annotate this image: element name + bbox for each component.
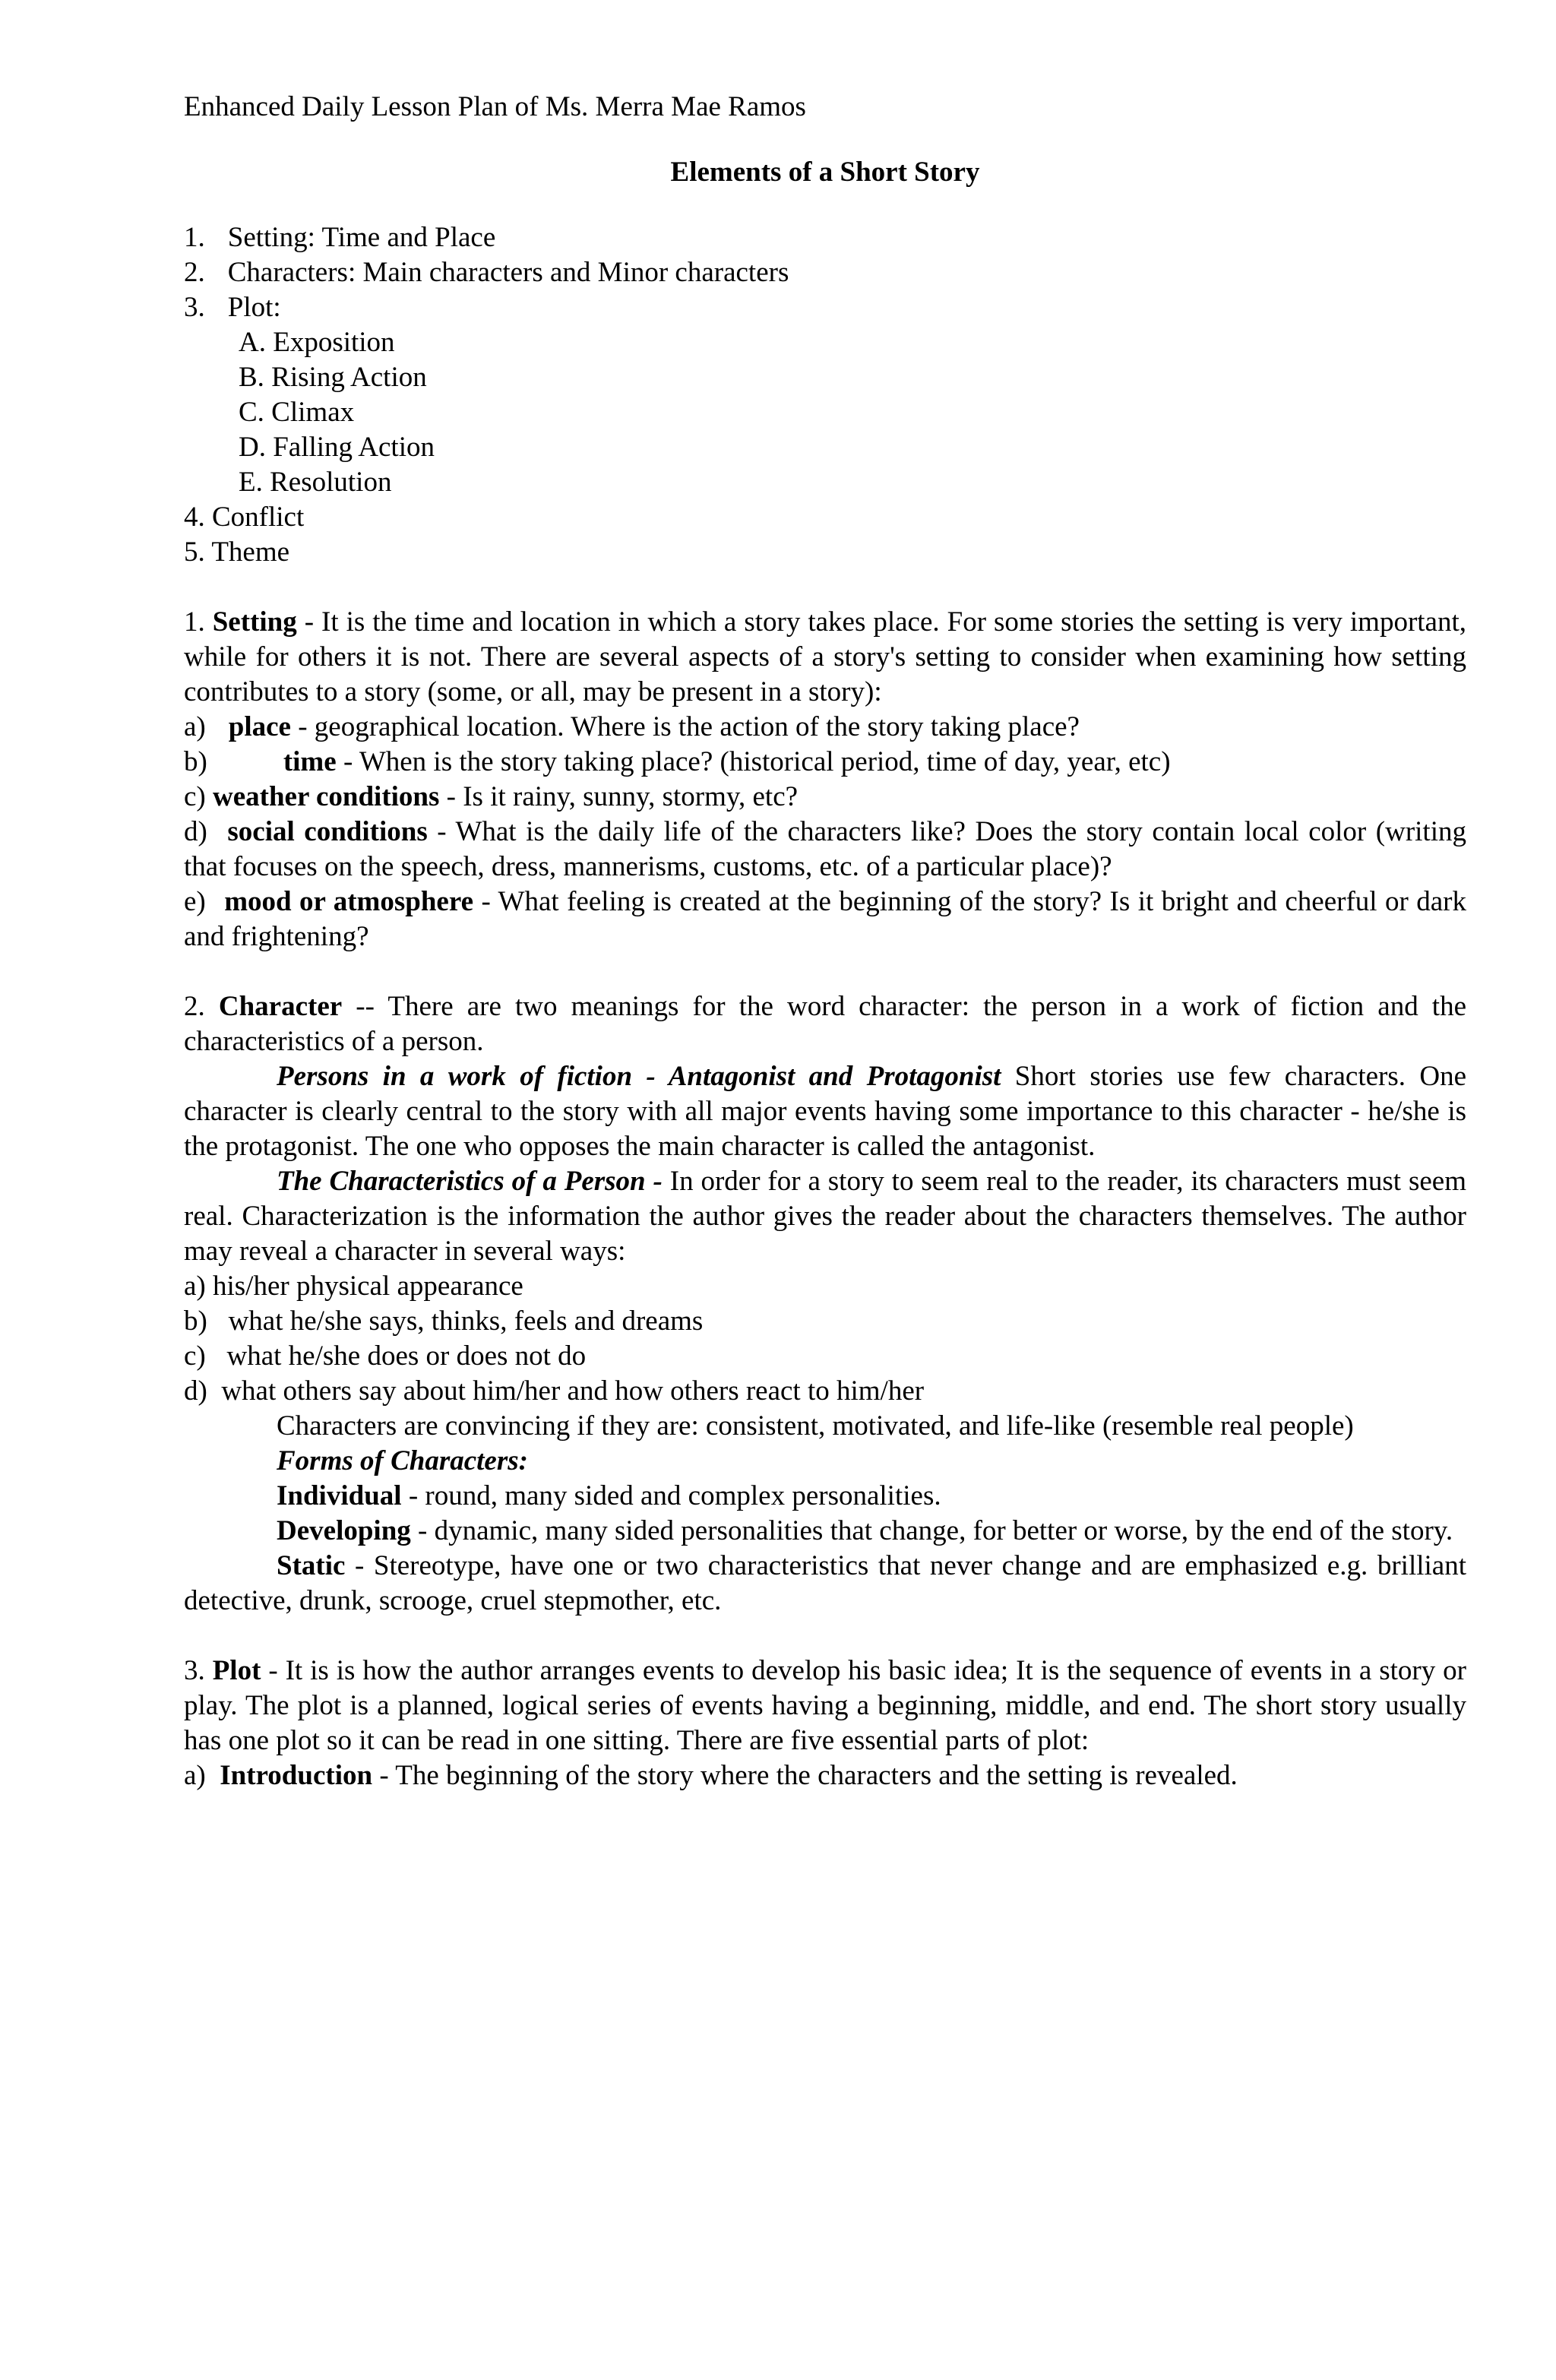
plot-part-item: D. Falling Action — [239, 432, 435, 463]
plot-part-item: B. Rising Action — [239, 362, 427, 393]
plot-part-item: C. Climax — [239, 397, 355, 428]
setting-item: d) social conditions - What is the daily life of the characters like? Does the story contain local color (writing that focuses on the speech, dress, mannerisms, customs, etc. of a particular place)? — [184, 816, 1466, 882]
outline-item: 5. Theme — [184, 536, 290, 568]
reveal-way-item: c) what he/she does or does not do — [184, 1340, 587, 1372]
plot-item: a) Introduction - The beginning of the story where the characters and the setting is revealed. — [184, 1760, 1238, 1791]
convincing-line: Characters are convincing if they are: consistent, motivated, and life-like (resemble real people) — [277, 1410, 1354, 1442]
form-developing: Developing - dynamic, many sided personalities that change, for better or worse, by the end of the story. — [277, 1515, 1453, 1546]
reveal-way-item: d) what others say about him/her and how others react to him/her — [184, 1375, 925, 1407]
setting-item: e) mood or atmosphere - What feeling is created at the beginning of the story? Is it bright and cheerful or dark and frightening? — [184, 886, 1466, 952]
setting-paragraph: 1. Setting - It is the time and location in which a story takes place. For some stories the setting is very important, while for others it is not. There are several aspects of a story's setting to consider when examining how setting contributes to a story (some, or all, may be present in a story): — [184, 606, 1466, 707]
setting-item: c) weather conditions - Is it rainy, sunny, stormy, etc? — [184, 781, 799, 812]
form-individual: Individual - round, many sided and complex personalities. — [277, 1480, 941, 1511]
plot-part-item: E. Resolution — [239, 467, 392, 498]
character-section — [184, 989, 1466, 1619]
outline-list — [184, 220, 1466, 570]
setting-item: a) place - geographical location. Where is the action of the story taking place? — [184, 711, 1080, 742]
forms-heading: Forms of Characters: — [277, 1445, 528, 1476]
outline-item: 2. Characters: Main characters and Minor characters — [184, 257, 789, 288]
plot-section — [184, 1654, 1466, 1793]
reveal-way-item: a) his/her physical appearance — [184, 1271, 523, 1302]
document-title: Elements of a Short Story — [670, 157, 980, 188]
document-page — [184, 90, 1466, 1793]
plot-part-item: A. Exposition — [239, 327, 395, 358]
setting-item: b) time - When is the story taking place? (historical period, time of day, year, etc) — [184, 746, 1171, 777]
outline-item: 1. Setting: Time and Place — [184, 222, 496, 253]
character-paragraph: 2. Character -- There are two meanings for the word character: the person in a work of fiction and the characteristics of a person. — [184, 991, 1467, 1057]
form-static: Static - Stereotype, have one or two characteristics that never change and are emphasized e.g. brilliant detective, drunk, scrooge, cruel stepmother, etc. — [184, 1550, 1466, 1616]
characteristics-paragraph: The Characteristics of a Person - In order for a story to seem real to the reader, its characters must seem real. Characterization is the information the author gives the reader about the characters themselves. The author may reveal a character in several ways: — [184, 1166, 1466, 1267]
document-header: Enhanced Daily Lesson Plan of Ms. Merra Mae Ramos — [184, 91, 806, 122]
outline-item: 3. Plot: — [184, 292, 281, 323]
outline-item: 4. Conflict — [184, 502, 305, 533]
persons-paragraph: Persons in a work of fiction - Antagonist and Protagonist Short stories use few characters. One character is clearly central to the story with all major events having some importance to this character - he/she is the protagonist. The one who opposes the main character is called the antagonist. — [184, 1061, 1467, 1162]
reveal-way-item: b) what he/she says, thinks, feels and dreams — [184, 1306, 704, 1337]
setting-section — [184, 605, 1466, 954]
plot-paragraph: 3. Plot - It is is how the author arranges events to develop his basic idea; It is the sequence of events in a story or play. The plot is a planned, logical series of events having a beginning, middle, and end. The short story usually has one plot so it can be read in one sitting. There are five essential parts of plot: — [184, 1655, 1467, 1756]
